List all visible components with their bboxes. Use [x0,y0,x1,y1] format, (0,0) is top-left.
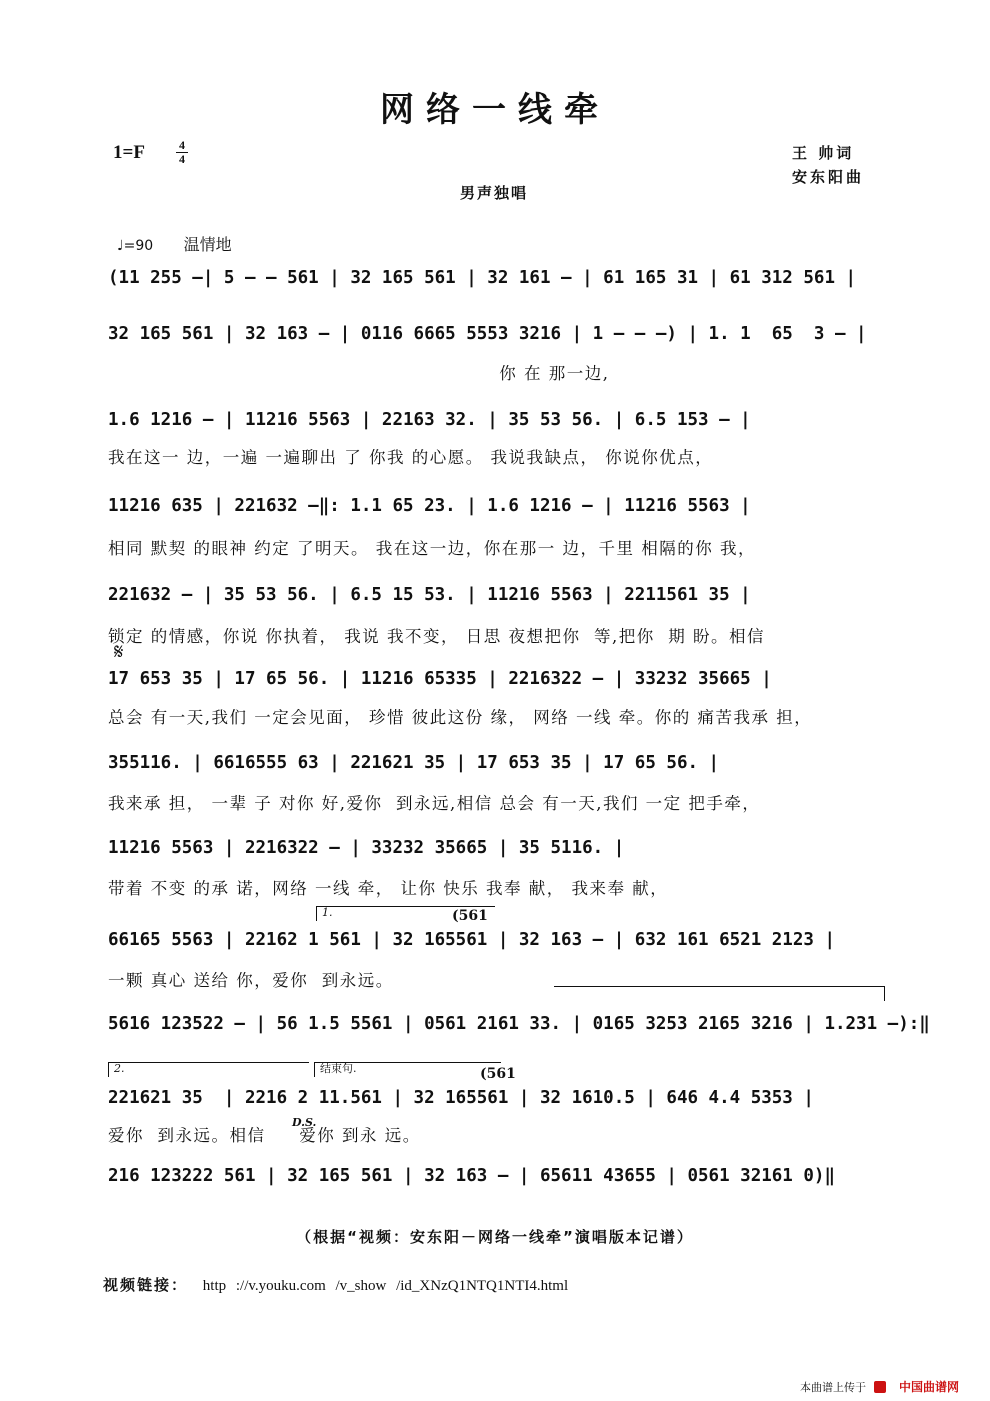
repeat-bracket [554,986,885,1001]
upload-site: 中国曲谱网 [899,1380,960,1394]
video-link [103,1274,568,1295]
segno-sign: 𝄋 [114,640,124,665]
time-bottom: 4 [179,152,185,166]
performance-type: 男声独唱 [460,184,529,202]
source-note: （根据“视频：安东阳－网络一线牵”演唱版本记谱） [296,1228,694,1246]
notation-line: 11216 635 | 221632 –‖: 1.1 65 23. | 1.6 1216 – | 11216 5563 | [108,496,751,516]
composer-credit: 安东阳曲 [792,168,865,186]
notation-line: 5616 123522 – | 56 1.5 5561 | 0561 2161 33. | 0165 3253 2165 3216 | 1.231 –):‖ [108,1014,930,1034]
tempo-value: ♩=90 [117,238,154,254]
notation-line: 11216 5563 | 2216322 – | 33232 35665 | 35 5116. | [108,838,625,858]
notation-line: 1.6 1216 – | 11216 5563 | 22163 32. | 35 53 56. | 6.5 153 – | [108,410,751,430]
lyricist-credit: 王 帅词 [792,144,855,162]
song-title: 网络一线牵 [380,90,610,130]
key-signature: 1=F [113,142,145,163]
volta-2-label: 2. [114,1062,125,1075]
time-top: 4 [179,138,185,152]
volta-1-label: 1. [322,906,333,919]
ending-label: 结束句. [320,1062,357,1075]
upload-text: 本曲谱上传于 [800,1381,866,1394]
lyric-line: 一颗 真心 送给 你，爱你 到永远。 [108,971,394,990]
grace-notes: (561 [480,1066,516,1082]
mood-marking: 温情地 [183,235,232,254]
video-link-url[interactable]: http ://v.youku.com /v_show /id_XNzQ1NTQ1NTI4.html [202,1278,569,1294]
notation-line: (11 255 –| 5 – – 561 | 32 165 561 | 32 161 – | 61 165 31 | 61 312 561 | [108,268,857,288]
grace-notes: (561 [452,908,488,924]
lyric-line: 带着 不变 的承 诺，网络 一线 牵， 让你 快乐 我奉 献， 我来奉 献， [108,879,669,898]
lyric-line: 我在这一 边，一遍 一遍聊出 了 你我 的心愿。 我说我缺点， 你说你优点， [108,448,714,467]
notation-line: 221632 – | 35 53 56. | 6.5 15 53. | 11216 5563 | 2211561 35 | [108,585,751,605]
notation-line: 216 123222 561 | 32 165 561 | 32 163 – | 65611 43655 | 0561 32161 0)‖ [108,1166,835,1186]
time-signature [176,140,188,165]
ds-marking: D.S. [292,1116,317,1129]
lyric-line: 相同 默契 的眼神 约定 了明天。 我在这一边，你在那一 边，千里 相隔的你 我， [108,539,756,558]
tempo-marking [117,232,232,255]
notation-line: 17 653 35 | 17 65 56. | 11216 65335 | 2216322 – | 33232 35665 | [108,669,772,689]
lyric-line: 爱你 到永远。相信 爱你 到永 远。 [108,1126,421,1145]
upload-credit [800,1378,959,1395]
notation-line: 66165 5563 | 22162 1 561 | 32 165561 | 32 163 – | 632 161 6521 2123 | [108,930,835,950]
lyric-line: 总会 有一天,我们 一定会见面， 珍惜 彼此这份 缘， 网络 一线 牵。你的 痛苦我承 担， [108,708,813,727]
lyric-line: 锁定 的情感，你说 你执着， 我说 我不变， 日思 夜想把你 等,把你 期 盼。相信 [108,627,765,646]
lyric-line: 你 在 那一边, [108,364,610,383]
site-logo-icon [874,1381,886,1393]
volta-bracket [108,1062,309,1077]
notation-line: 32 165 561 | 32 163 – | 0116 6665 5553 3216 | 1 – – –) | 1. 1 65 3 – | [108,324,867,344]
video-link-label: 视频链接： [103,1276,189,1294]
notation-line: 355116. | 6616555 63 | 221621 35 | 17 653 35 | 17 65 56. | [108,753,720,773]
notation-line: 221621 35 | 2216 2 11.561 | 32 165561 | 32 1610.5 | 646 4.4 5353 | [108,1088,814,1108]
lyric-line: 我来承 担， 一辈 子 对你 好,爱你 到永远,相信 总会 有一天,我们 一定 把手牵， [108,794,761,813]
